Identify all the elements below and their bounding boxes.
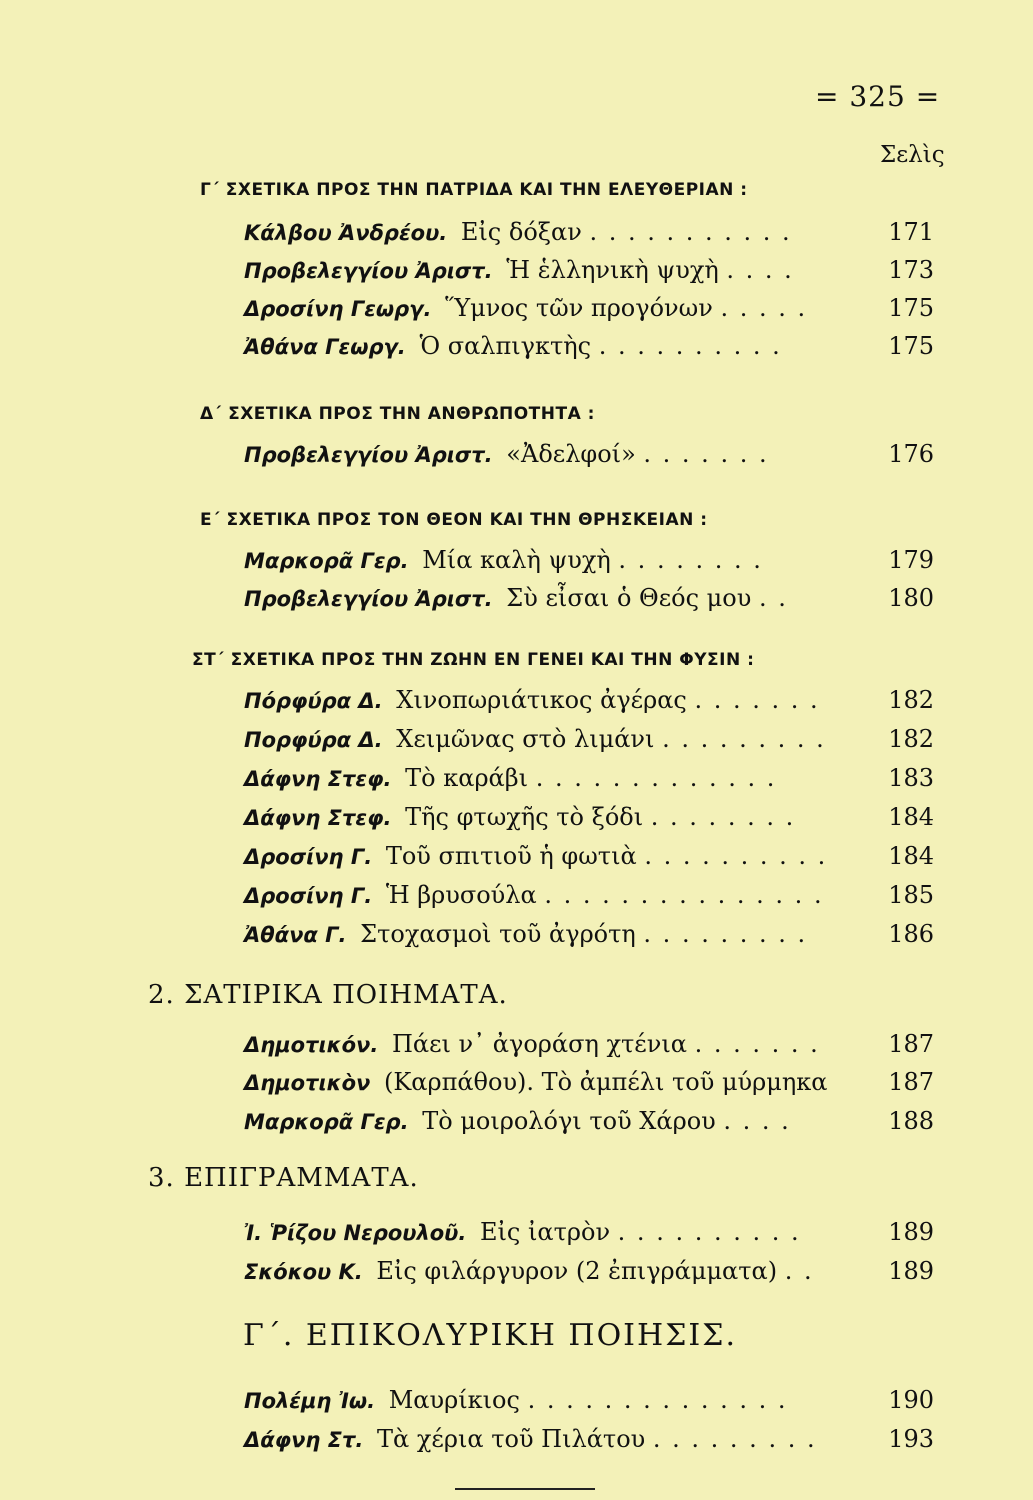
entry-title: Εἰς φιλάργυρον (2 ἐπιγράμματα) <box>376 1257 778 1285</box>
entry-author: Προβελεγγίου Ἀριστ. <box>244 259 493 283</box>
entry-title: Τὰ χέρια τοῦ Πιλάτου <box>377 1425 646 1453</box>
entry-leader-dots: . . . . . . . . . . . . . <box>535 764 777 792</box>
entry-author: Σκόκου Κ. <box>244 1260 363 1284</box>
entry-leader-dots: . . . . . . . . . <box>662 725 826 753</box>
section-heading-patrida: Γ΄ ΣΧΕΤΙΚΑ ΠΡΟΣ ΤΗΝ ΠΑΤΡΙΔΑ ΚΑΙ ΤΗΝ ΕΛΕΥΘΕΡΙΑΝ : <box>200 180 748 200</box>
toc-entry <box>244 440 934 474</box>
entry-leader-dots: . . . . . . . . . <box>643 920 808 948</box>
major-heading-epikolyriki: Γ΄. ΕΠΙΚΟΛΥΡΙΚΗ ΠΟΙΗΣΙΣ. <box>243 1318 738 1353</box>
entry-leader-dots: . . . . . . . . . . . <box>589 218 792 246</box>
entry-page: 189 <box>888 1218 934 1246</box>
entry-title: Χινοπωριάτικος ἀγέρας <box>396 686 687 714</box>
entry-leader-dots: . . . . . . . <box>643 440 769 468</box>
toc-entry <box>244 1218 934 1252</box>
entry-title: Πάει ν᾿ ἀγοράση χτένια <box>391 1030 687 1058</box>
entry-title: Ἡ ἑλληνικὴ ψυχὴ <box>506 256 719 284</box>
entry-leader-dots: . . . . . . . . <box>650 803 796 831</box>
entry-title: Μία καλὴ ψυχὴ <box>422 546 611 574</box>
entry-page: 182 <box>888 725 934 753</box>
toc-entry <box>244 1107 934 1141</box>
entry-title: «Ἀδελφοί» <box>506 440 636 468</box>
toc-entry <box>244 256 934 290</box>
entry-title: Εἰς ἰατρὸν <box>479 1218 611 1246</box>
toc-entry <box>244 842 934 876</box>
toc-entry <box>244 584 934 618</box>
entry-author: Πόρφύρα Δ. <box>244 689 383 713</box>
entry-title: Ἡ βρυσούλα <box>385 881 537 909</box>
entry-page: 187 <box>888 1030 934 1058</box>
entry-author: Προβελεγγίου Ἀριστ. <box>244 587 493 611</box>
entry-author: Δημοτικὸν <box>244 1071 371 1095</box>
entry-author: Ἀθάνα Γ. <box>244 923 347 947</box>
entry-title: Εἰς δόξαν <box>460 218 582 246</box>
bottom-rule <box>455 1488 595 1490</box>
toc-entry <box>244 1425 934 1459</box>
toc-entry <box>244 1068 934 1102</box>
toc-entry <box>244 1257 934 1291</box>
entry-page: 184 <box>888 803 934 831</box>
entry-title: (Καρπάθου). Τὸ ἀμπέλι τοῦ μύρμηκα <box>383 1068 828 1096</box>
entry-author: Μαρκορᾶ Γερ. <box>244 1110 409 1134</box>
entry-page: 175 <box>888 294 934 322</box>
entry-author: Δάφνη Στ. <box>244 1428 364 1452</box>
entry-author: Ἀθάνα Γεωργ. <box>244 335 406 359</box>
toc-entry <box>244 764 934 798</box>
entry-author: Μαρκορᾶ Γερ. <box>244 549 409 573</box>
entry-author: Προβελεγγίου Ἀριστ. <box>244 443 493 467</box>
entry-page: 188 <box>888 1107 934 1135</box>
bleed-through-texture <box>700 40 707 65</box>
entry-title: Τὸ καράβι <box>405 764 529 792</box>
entry-author: Κάλβου Ἀνδρέου. <box>244 221 448 245</box>
toc-entry <box>244 218 934 252</box>
entry-title: Τὸ μοιρολόγι τοῦ Χάρου <box>422 1107 716 1135</box>
entry-page: 173 <box>888 256 934 284</box>
entry-title: Σὺ εἶσαι ὁ Θεός μου <box>506 584 752 612</box>
entry-leader-dots: . . . . . . . . . <box>652 1425 817 1453</box>
entry-page: 186 <box>888 920 934 948</box>
toc-entry <box>244 546 934 580</box>
entry-leader-dots: . . . . <box>723 1107 791 1135</box>
entry-title: Τοῦ σπιτιοῦ ἡ φωτιὰ <box>385 842 637 870</box>
entry-page: 176 <box>888 440 934 468</box>
toc-entry <box>244 1386 934 1420</box>
toc-entry <box>244 686 934 720</box>
entry-page: 190 <box>888 1386 934 1414</box>
entry-title: Στοχασμοὶ τοῦ ἀγρότη <box>360 920 636 948</box>
entry-leader-dots: . . . . . . . . . . <box>644 842 828 870</box>
entry-page: 179 <box>888 546 934 574</box>
toc-entry <box>244 803 934 837</box>
entry-author: Ἰ. Ῥίζου Νερουλοῦ. <box>244 1221 467 1245</box>
entry-author: Δροσίνη Γ. <box>244 884 373 908</box>
entry-title: Μαυρίκιος <box>388 1386 520 1414</box>
entry-leader-dots: . . <box>784 1257 814 1285</box>
section-heading-zoi-fysi: ΣΤ΄ ΣΧΕΤΙΚΑ ΠΡΟΣ ΤΗΝ ΖΩΗΝ ΕΝ ΓΕΝΕΙ ΚΑΙ ΤΗΝ ΦΥΣΙΝ : <box>192 650 755 670</box>
entry-leader-dots: . . <box>758 584 788 612</box>
toc-entry <box>244 920 934 954</box>
section-heading-theon: Ε΄ ΣΧΕΤΙΚΑ ΠΡΟΣ ΤΟΝ ΘΕΟΝ ΚΑΙ ΤΗΝ ΘΡΗΣΚΕΙΑΝ : <box>200 510 708 530</box>
entry-page: 189 <box>888 1257 934 1285</box>
toc-entry <box>244 881 934 915</box>
entry-page: 193 <box>888 1425 934 1453</box>
entry-title: Τῆς φτωχῆς τὸ ξόδι <box>405 803 644 831</box>
entry-leader-dots: . . . . . . . . . . . . . . <box>527 1386 788 1414</box>
entry-leader-dots: . . . . . . . . . . <box>598 332 782 360</box>
entry-leader-dots: . . . . . <box>720 294 808 322</box>
entry-page: 182 <box>888 686 934 714</box>
entry-author: Δάφνη Στεφ. <box>244 806 392 830</box>
entry-page: 180 <box>888 584 934 612</box>
entry-page: 171 <box>888 218 934 246</box>
toc-entry <box>244 294 934 328</box>
toc-entry <box>244 725 934 759</box>
entry-author: Πολέμη Ἰω. <box>244 1389 376 1413</box>
toc-entry <box>244 332 934 366</box>
entry-page: 185 <box>888 881 934 909</box>
entry-leader-dots: . . . . <box>726 256 794 284</box>
section-heading-anthropotita: Δ΄ ΣΧΕΤΙΚΑ ΠΡΟΣ ΤΗΝ ΑΝΘΡΩΠΟΤΗΤΑ : <box>200 404 595 424</box>
entry-leader-dots: . . . . . . . . . . . . . . . <box>544 881 824 909</box>
entry-leader-dots: . . . . . . . <box>694 1030 820 1058</box>
entry-title: Χειμῶνας στὸ λιμάνι <box>396 725 655 753</box>
entry-leader-dots: . . . . . . . . <box>618 546 763 574</box>
page-column-header: Σελὶς <box>880 142 945 168</box>
entry-leader-dots: . . . . . . . <box>694 686 820 714</box>
entry-author: Πορφύρα Δ. <box>244 728 383 752</box>
entry-author: Δάφνη Στεφ. <box>244 767 392 791</box>
part-heading-satirika: 2. ΣΑΤΙΡΙΚΑ ΠΟΙΗΜΑΤΑ. <box>148 980 508 1010</box>
entry-page: 175 <box>888 332 934 360</box>
page-number: = 325 = <box>815 80 941 113</box>
entry-author: Δροσίνη Γ. <box>244 845 373 869</box>
entry-leader-dots: . . . . . . . . . . <box>617 1218 801 1246</box>
entry-author: Δροσίνη Γεωργ. <box>244 297 432 321</box>
entry-title: Ὕμνος τῶν προγόνων <box>445 294 713 322</box>
entry-author: Δημοτικόν. <box>244 1033 379 1057</box>
part-heading-epigrammata: 3. ΕΠΙΓΡΑΜΜΑΤΑ. <box>148 1163 419 1193</box>
toc-entry <box>244 1030 934 1064</box>
entry-page: 183 <box>888 764 934 792</box>
entry-page: 187 <box>888 1068 934 1096</box>
entry-page: 184 <box>888 842 934 870</box>
entry-title: Ὁ σαλπιγκτὴς <box>419 332 592 360</box>
